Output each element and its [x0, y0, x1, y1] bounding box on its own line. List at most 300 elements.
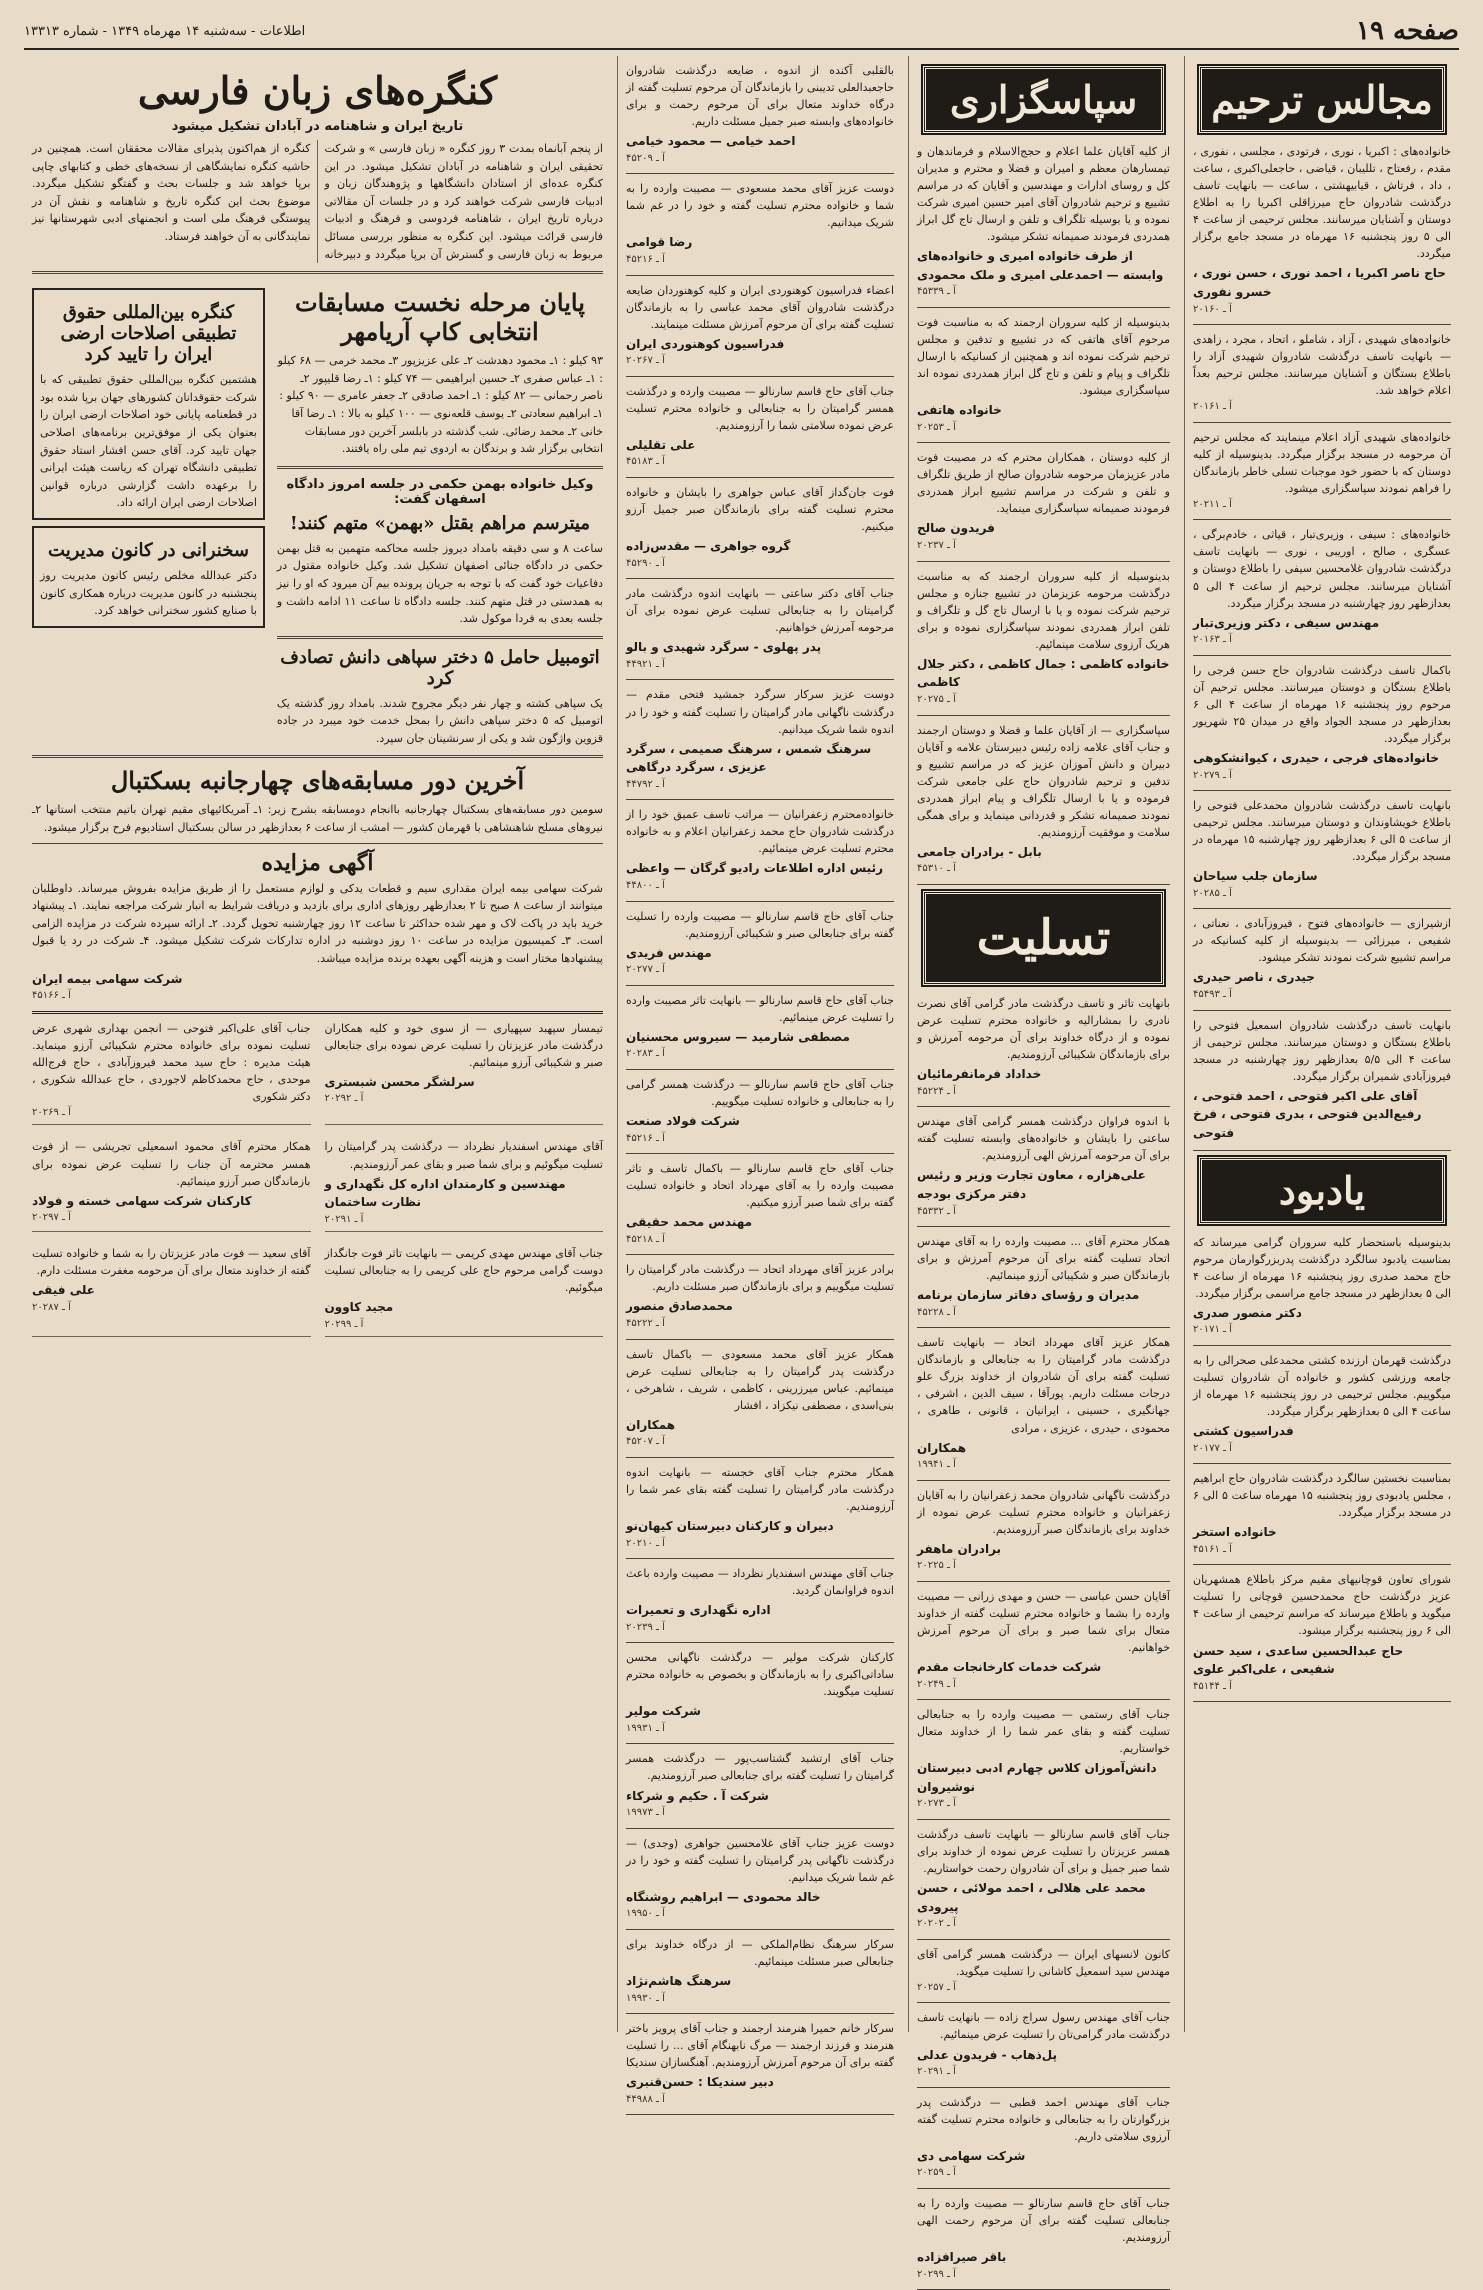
- notice-code: آ ـ ۴۵۲۱۸: [626, 1233, 665, 1245]
- notice-text: دوست عزیز آقای محمد مسعودی — مصیبت وارده را به شما و خانواده محترم تسلیت گفته و خود را در غم شما شریک میدانیم.: [626, 182, 894, 230]
- section-banner-taslit: تسلیت: [923, 891, 1164, 985]
- notice-code: آ ـ ۲۰۲۹۹: [324, 1318, 364, 1330]
- law-congress-title: کنگره بین‌المللی حقوق تطبیقی اصلاحات ارضی ایران را تایید کرد: [60, 302, 237, 366]
- notice-text: جناب آقای قاسم سارنالو — بانهایت تاسف درگذشت همسر عزیزتان را تسلیت عرض نموده از خداوند برای شما صبر جمیل و برای آن شادروان رحمت خواستاریم.: [917, 1827, 1170, 1876]
- notice-code: آ ـ ۲۰۲۹۱: [324, 1213, 364, 1225]
- notice-text: خانواده‌های : اکبریا ، نوری ، فرتودی ، مجلسی ، نفوری ، مقدم ، رفعتاح ، تللیبان ، قیاضی ، حاجعلی‌اکبری ، ساعت ، داد ، فرتاش ، قیابیهشتی ، ساعت — بانهایت تاسف درگذشت شادروان حاج میرزاقلی اکبریا را به اطلاع دوستان و آشنایان میرسانند. مجلس ترحیمی از ساعت ۴ الی ۵ روز پنجشنبه ۱۶ مهرماه در مسجد جامع برگزار میگردد.: [1193, 145, 1452, 261]
- notice-signature: سرهنگ هاشم‌نژاد: [626, 1973, 732, 1988]
- notice-signature: مصطفی شارمید — سیروس محسنیان: [626, 1029, 850, 1044]
- notice-text: همکار عزیز آقای مهرداد اتحاد — بانهایت تاسف درگذشت مادر گرامیتان را به جنابعالی و بازماندگان تسلیت گفته برای آن شادروان از خداوند بزرگ علو درجات مسئلت داریم. پورآقا ، سیف الدین ، اشرفی ، جهانگیری ، حسینی ، ایرانیان ، قانونی ، طاهری ، محمودی ، حیدری ، عزیزی ، مرادی: [917, 1336, 1170, 1435]
- notice-text: جناب آقای حاج قاسم سارنالو — مصیبت وارده را به جنابعالی تسلیت گفته برای آن مرحوم رحمت الهی آرزومندیم.: [917, 2196, 1170, 2244]
- notice: [1193, 429, 1451, 513]
- crash-body: یک سپاهی کشته و چهار نفر دیگر مجروح شدند. بامداد روز گذشته یک اتومبیل که ۵ دختر سپاهی دانش را بمحل خدمت خود میبرد در جاده قزوین واژگون شد و یکی از سرنشینان جان سپرد.: [276, 696, 603, 745]
- divider: [917, 1939, 1170, 1940]
- notice-signature: شرکت آ . حکیم و شرکاء: [626, 1788, 769, 1803]
- notice: [626, 585, 894, 672]
- divider: [917, 442, 1170, 443]
- notice-code: آ ـ ۲۰۲۷۷: [626, 964, 665, 976]
- notice-text: سرکار خانم حمیرا هنرمند ارجمند و جناب آقای پرویز باختر هنرمند و فرزند ارجمند — مرگ نابهنگام آقای ... را تسلیت گفته برای آن مرحوم آمرزش آرزومندیم. آهنگسازان سندیکا: [626, 2022, 894, 2070]
- divider: [626, 2114, 894, 2115]
- notice: [1193, 331, 1451, 415]
- divider: [626, 901, 894, 902]
- divider: [917, 2002, 1170, 2003]
- divider: [917, 715, 1170, 716]
- notice-signature: سرهنگ شمس ، سرهنگ صمیمی ، سرگرد عزیزی ، سرگرد درگاهی: [626, 741, 872, 775]
- notice: [917, 1946, 1170, 1996]
- notice-text: فوت جان‌گداز آقای عباس جواهری را بایشان و خانواده محترم تسلیت گفته برای بازماندگان صبر جمیل آرزو میکنیم.: [626, 485, 894, 534]
- divider: [917, 2087, 1170, 2088]
- notice-code: آ ـ ۱۹۹۳۱: [626, 1722, 665, 1734]
- divider: [1193, 1701, 1451, 1702]
- divider: [626, 376, 894, 377]
- notice-code: آ ـ ۴۵۲۱۶: [626, 1132, 665, 1144]
- section-banner-sepas: سپاسگزاری: [923, 66, 1164, 133]
- notice-text: خانواده‌های شهیدی ، آزاد ، شاملو ، اتحاد ، مجرد ، زاهدی — بانهایت تاسف درگذشت شادروان شهیدی آزاد را باطلاع بستگان و آشنایان میرسانند. مجلس ترحیم بعداً اعلام خواهد شد.: [1193, 333, 1451, 398]
- notice-code: آ ـ ۴۵۳۳۹: [917, 286, 956, 298]
- notice: [917, 2009, 1170, 2079]
- divider: [917, 1581, 1170, 1582]
- notice: [626, 686, 894, 792]
- divider: [1193, 1345, 1451, 1346]
- divider: [626, 275, 894, 276]
- notice: [626, 1565, 894, 1635]
- notice-text: بدینوسیله باستحضار کلیه سروران گرامی میرساند که بمناسبت یادبود سالگرد درگذشت پدربزرگوارمان مرحوم حاج محمد صدری روز پنجشنبه ۱۶ مهرماه از ساعت ۴ الی ۵ بعدازظهر در مسجد جامع مراسمی برگزار میگردد.: [1193, 1235, 1451, 1300]
- notice-code: آ ـ ۲۰۱۷۷: [1193, 1442, 1232, 1454]
- notice-text: دوست عزیز سرکار سرگرد جمشید فتحی مقدم — درگذشت ناگهانی مادر گرامیتان را تسلیت گفته و خود را در اندوه شما شریک میدانیم.: [626, 688, 894, 736]
- notice-code: آ ـ ۲۰۱۶۱: [1193, 401, 1232, 413]
- divider: [626, 1457, 894, 1458]
- speech-body: دکتر عبدالله مخلص رئیس کانون مدیریت روز پنجشنبه در کانون مدیریت درباره همکاری کانون با صنایع کشور سخنرانی خواهد کرد.: [40, 568, 257, 618]
- section-banner-tarhim: مجالس ترحیم: [1199, 66, 1445, 133]
- notice-code: آ ـ ۲۰۲۹۲: [324, 1093, 364, 1105]
- notice-text: درگذشت قهرمان ارزنده کشتی محمدعلی صحرالی را به جامعه ورزشی کشور و خانواده آن شادروان تسلیت میگوییم. مجلس ترحیمی در روز پنجشنبه ۱۶ مهرماه از ساعت ۴ الی ۵ بعدازظهر برگزار میگردد.: [1193, 1353, 1451, 1418]
- notice-text: جناب آقای مهندس رسول سراج زاده — بانهایت تاسف درگذشت مادر گرامی‌تان را تسلیت عرض مینمائیم.: [917, 2011, 1170, 2042]
- notice-text: بمناسبت نخستین سالگرد درگذشت شادروان حاج ابراهیم ، مجلس یادبودی روز پنجشنبه ۱۵ مهرماه ساعت ۵ الی ۶ در مسجد برگزار میگردد.: [1193, 1472, 1451, 1520]
- notice-text: بالقلبی آکنده از اندوه ، ضایعه درگذشت شادروان حاجعبدالعلی تدیبنی را بازماندگان آن مرحوم تسلیت گفته از درگاه خداوند متعال برای آن مرحوم رحمت و برای خانواده‌های وابسته صبر جمیل مسئلت داریم.: [626, 64, 894, 129]
- notice-code: آ ـ ۴۵۱۸۳: [626, 456, 665, 468]
- notice-code: آ ـ ۴۵۲۲۲: [626, 1318, 665, 1329]
- notice-text: برادر عزیز آقای مهرداد اتحاد — درگذشت مادر گرامیتان را تسلیت میگوییم و برای بازماندگان صبر مسئلت داریم.: [626, 1263, 894, 1294]
- notice: [626, 1936, 894, 2006]
- basketball-body: سومین دور مسابقه‌های بسکتبال چهارجانبه باانجام دومسابقه بشرح زیر: ۱ـ آمریکائیهای مقیم تهران باتیم منتخب استانها ۲ـ نیروهای مسلح شاهنشاهی با قهرمان کشور — امشب از ساعت ۶ بعدازظهر در سالن بسکتبال استادیوم فرح برگزار میشود.: [32, 803, 603, 835]
- divider: [626, 477, 894, 478]
- sports-block: [277, 282, 603, 747]
- notice-text: کانون لانسهای ایران — درگذشت همسر گرامی آقای مهندس سید اسمعیل کاشانی را تسلیت میگوید.: [917, 1947, 1170, 1978]
- notice: [1193, 1571, 1451, 1694]
- notice: [917, 314, 1170, 435]
- notice: [626, 992, 894, 1062]
- notice-signature: کارکنان شرکت سهامی خسته و فولاد: [32, 1193, 252, 1208]
- page-header: [24, 14, 1459, 50]
- notice-code: آ ـ ۲۰۲۵۳: [917, 421, 956, 433]
- notice: [626, 908, 894, 978]
- divider: [917, 1699, 1170, 1700]
- notice: [917, 1233, 1170, 1320]
- divider: [1193, 790, 1451, 791]
- side-block: [32, 282, 265, 747]
- divider: [626, 679, 894, 680]
- divider: [626, 985, 894, 986]
- notice: [917, 568, 1170, 708]
- divider: [626, 578, 894, 579]
- notice: [626, 1649, 894, 1736]
- notice-signature: رضا قوامی: [626, 235, 693, 250]
- notice-signature: فدراسیون کشتی: [1193, 1424, 1294, 1438]
- notice: [626, 383, 894, 470]
- notice: [1193, 1352, 1451, 1456]
- notice-list: [917, 143, 1170, 885]
- notice: [917, 995, 1170, 1099]
- notice-text: از کلیه دوستان ، همکاران محترم که در مصیبت فوت مادر عزیزمان مرحومه شادروان صالح از طریق تلگراف و تلفن و شرکت در مراسم تشییع ابراز همدردی فرمودند صمیمانه سپاسگزاری مینماید.: [917, 451, 1170, 516]
- notice: [626, 1835, 894, 1922]
- article-body: از پنجم آبانماه بمدت ۳ روز کنگره « زبان فارسی » و شرکت تحقیقی ایران و شاهنامه در آبادان تشکیل میشود. در این کنگره عده‌ای از استادان دانشگاهها و پژوهندگان زبان و ادبیات فارسی شرکت خواهند کرد و در جلسات آن مقالاتی درباره تاریخ ایران ، شاهنامه فردوسی و فرهنگ و ادبیات فارسی قرائت میشود. این کنگره به منظور بررسی مسائل مربوط به زبان فارسی و گسترش آن برپا میگردد و دبیرخانه کنگره از هم‌اکنون پذیرای مقالات محققان است. همچنین در حاشیه کنگره نمایشگاهی از نسخه‌های خطی و کتابهای چاپی برپا خواهد شد و جلسات بحث و گفتگو تشکیل میگردد. موضوع بحث این کنگره تاریخ و شاهنامه و نقش آن در پیوستگی فرهنگ ملی است و انجمنهای ادبی شهرستانها نیز نمایندگانی به آن خواهند فرستاد.: [32, 142, 603, 261]
- notice-text: جناب آقای حاج قاسم سارنالو — درگذشت همسر گرامی را به جنابعالی و خانواده تسلیت میگوییم.: [626, 1077, 894, 1108]
- notice-signature: جیدری ، ناصر حیدری: [1193, 970, 1315, 985]
- divider: [626, 1828, 894, 1829]
- notice: [626, 1346, 894, 1450]
- auction-code: آ ـ ۴۵۱۶۶: [32, 990, 71, 1002]
- law-congress-box: [32, 288, 265, 520]
- notice: [917, 449, 1170, 553]
- notice-code: آ ـ ۲۰۲۶۹: [32, 1106, 71, 1118]
- notice-code: آ ـ ۴۵۲۱۶: [626, 254, 665, 266]
- notice-list: [1193, 143, 1451, 1151]
- notice-signature: خانواده‌های فرجی ، حیدری ، کیوانشکوهی: [1193, 750, 1440, 765]
- notice-text: خانواده‌محترم زعفرانیان — مراتب تاسف عمیق خود را از درگذشت شادروان حاج محمد زعفرانیان اعلام و به خانواده محترم تسلیت عرض مینمائیم.: [626, 808, 894, 856]
- notice-text: شورای تعاون قوچانیهای مقیم مرکز باطلاع همشهریان عزیز درگذشت حاج محمدحسین قوچانی را تسلیت میگوید و باطلاع میرساند که مراسم ترحیمی از ساعت ۴ الی ۶ روز پنجشنبه برگزار میشود.: [1193, 1573, 1451, 1638]
- notice-signature: آقای علی اکبر فتوحی ، احمد فتوحی ، رفیع‌الدین فتوحی ، بدری فتوحی ، فرخ فتوحی: [1193, 1088, 1422, 1140]
- page-number: صفحه ۱۹: [1356, 16, 1459, 46]
- notice: [325, 1020, 604, 1126]
- notice-signature: سازمان جلب سیاحان: [1193, 869, 1318, 884]
- notice-code: آ ـ ۲۰۲۵۹: [917, 2167, 956, 2179]
- notice-text: همکار محترم آقای ... مصیبت وارده را به آقای مهندس اتحاد تسلیت گفته برای آن مرحوم آمرزش و برای بازماندگان صبر و شکیبائی آرزو مینمائیم.: [917, 1235, 1170, 1283]
- notice-text: جناب آقای حاج قاسم سارنالو — بانهایت تاثر مصیبت وارده را تسلیت عرض مینمائیم.: [626, 993, 894, 1024]
- notice-signature: از طرف خانواده امیری و خانواده‌های وابسته — احمدعلی امیری و ملک محمودی: [917, 249, 1164, 282]
- notice: [1193, 915, 1451, 1002]
- divider: [626, 1558, 894, 1559]
- article-title: کنگره‌های زبان فارسی: [137, 68, 498, 113]
- notice-signature: دکتر منصور صدری: [1193, 1305, 1302, 1320]
- notice-code: آ ـ ۲۰۲۳۹: [626, 1621, 665, 1633]
- notice: [32, 1138, 311, 1232]
- notice-code: آ ـ ۲۰۲۴۹: [917, 1678, 956, 1690]
- notice: [626, 62, 894, 166]
- notice-text: بانهایت تاثر و تاسف درگذشت مادر گرامی آقای نصرت نادری را بمشارالیه و خانواده محترم تسلیت عرض نموده و از درگاه خداوند برای آن مرحومه آمرزش و برای بازماندگان شکیبائی آرزومندیم.: [917, 996, 1170, 1062]
- notice: [917, 1588, 1170, 1692]
- column-sepasgozari: [908, 56, 1178, 2280]
- notice-text: سپاسگزاری — از آقایان علما و فضلا و دوستان ارجمند و جناب آقای علامه زاده رئیس دبیرستان علامه و آقایان دبیران و دانش آموزان عزیز که در مراسم تشییع و تدفین و ترحیم شادروان حاج علی جامعی شرکت فرموده و یا با ارسال تلگراف و پیام ابراز همدردی نمودند صمیمانه تشکر و قدردانی مینماید و برای همگی سلامت و موفقیت آرزومندیم.: [917, 723, 1170, 839]
- notice-text: جناب آقای حاج قاسم سارنالو — باکمال تاسف و تاثر مصیبت وارده را به آقای مهرداد اتحاد و خانواده تسلیت گفته برای شما صبر آرزو میکنیم.: [626, 1162, 894, 1210]
- divider: [917, 1480, 1170, 1481]
- notice-text: همکار عزیز آقای محمد مسعودی — باکمال تاسف درگذشت پدر گرامیتان را به جنابعالی تسلیت عرض مینمائیم. عباس میرزرینی ، کاظمی ، شریف ، شاهرخی ، بنی‌اسدی ، مصطفی نیکزاد ، افشار: [626, 1347, 894, 1412]
- notice: [1193, 143, 1451, 317]
- notice: [626, 2020, 894, 2107]
- divider: [917, 1226, 1170, 1227]
- notice-text: تیمسار سپهبد سپهیاری — از سوی خود و کلیه همکاران درگذشت مادر عزیزتان را تسلیت عرض نموده برای جنابعالی صبر و شکیبائی آرزو مینمائیم.: [324, 1021, 603, 1069]
- notice-code: آ ـ ۴۵۱۴۴: [1193, 1680, 1232, 1692]
- notice-text: درگذشت ناگهانی شادروان محمد زعفرانیان را به آقایان زعفرانیان و خانواده محترم تسلیت عرض نموده از خداوند برای بازماندگان صبر آرزومندیم.: [917, 1488, 1170, 1536]
- notice-signature: مدیران و رؤسای دفاتر سازمان برنامه: [917, 1288, 1140, 1303]
- divider: [626, 2013, 894, 2014]
- notice-signature: مهندس سیفی ، دکتر وزیری‌تبار: [1193, 615, 1380, 630]
- divider: [1193, 324, 1451, 325]
- divider: [626, 1069, 894, 1070]
- notice: [917, 1826, 1170, 1932]
- notice-signature: علی تقلیلی: [626, 437, 696, 452]
- notice-signature: باقر صیرافزاده: [917, 2249, 1007, 2264]
- notice: [626, 180, 894, 267]
- speech-title: سخنرانی در کانون مدیریت: [48, 539, 249, 561]
- notice-signature: فدراسیون کوهنوردی ایران: [626, 336, 785, 351]
- notice-code: آ ـ ۴۵۳۱۰: [917, 863, 956, 875]
- notice-text: بدینوسیله از کلیه سروران ارجمند که به مناسبت درگذشت مرحومه عزیزمان در تشییع جنازه و مجلس ترحیم شرکت نموده و یا با ارسال تاج گل و تلگراف و تلفن ابراز همدردی نمودند سپاسگزاری نموده و برای هریک آرزوی سلامت مینمائیم.: [917, 569, 1170, 651]
- notice: [1193, 1234, 1451, 1338]
- divider: [1193, 1150, 1451, 1151]
- notice-text: جناب آقای مهندس مهدی کریمی — بانهایت تاثر فوت جانگداز دوست گرامی مرحوم حاج علی کریمی را به جنابعالی تسلیت میگوئیم.: [324, 1247, 603, 1295]
- notice: [325, 1245, 604, 1337]
- notice-signature: احمد خیامی — محمود خیامی: [626, 134, 796, 149]
- notice-signature: علی فیقی: [32, 1283, 95, 1298]
- notice-code: آ ـ ۴۴۸۰۰: [626, 880, 665, 892]
- divider: [917, 2188, 1170, 2189]
- notice: [626, 1750, 894, 1820]
- notice-code: آ ـ ۲۰۲۱۱: [1193, 498, 1232, 510]
- notice-code: آ ـ ۲۰۱۷۱: [1193, 1324, 1232, 1336]
- column-taslit-continued: [617, 56, 902, 2105]
- notice-text: آقای مهندس اسفندیار نظرداد — درگذشت پدر گرامیتان را تسلیت میگوئیم و برای شما صبر و بقای عمر آرزومندیم.: [324, 1140, 603, 1171]
- notice-code: آ ـ ۴۴۹۲۱: [626, 658, 665, 670]
- notice-text: جناب آقای حاج قاسم سارنالو — مصیبت وارده و درگذشت همسر گرامیتان را به جنابعالی و خانواده محترم تسلیت عرض نموده سلامتی شما را آرزومندیم.: [626, 384, 894, 432]
- notice-code: آ ـ ۴۵۲۲۸: [917, 1306, 956, 1318]
- divider: [626, 799, 894, 800]
- notice: [917, 1113, 1170, 1219]
- divider: [1193, 519, 1451, 520]
- notice-code: آ ـ ۱۹۹۵۰: [626, 1908, 665, 1920]
- notice-code: آ ـ ۲۰۲۳۷: [917, 540, 956, 552]
- notice: [1193, 797, 1451, 901]
- notice: [626, 282, 894, 369]
- notice-signature: خداداد فرمانفرمائیان: [917, 1067, 1042, 1082]
- race-title: پایان مرحله نخست مسابقات انتخابی کاپ آریامهر: [295, 288, 585, 347]
- notice: [32, 1020, 311, 1126]
- notice-list: [626, 62, 894, 2115]
- notice-code: آ ـ ۲۰۲۹۷: [32, 1212, 71, 1224]
- notice: [1193, 526, 1451, 647]
- notice-signature: شرکت مولیر: [626, 1704, 701, 1719]
- divider: [626, 1254, 894, 1255]
- notice-signature: رئیس اداره اطلاعات رادیو گرگان — واعظی: [626, 861, 883, 876]
- notice: [626, 1160, 894, 1247]
- notice-code: آ ـ ۴۵۲۹۰: [626, 557, 665, 569]
- notice-signature: سرلشگر محسن شبستری: [324, 1074, 475, 1089]
- notice-code: آ ـ ۱۹۹۳۰: [626, 1992, 665, 2004]
- notice-signature: خانواده هاتفی: [917, 403, 1002, 418]
- notice-code: آ ـ ۲۰۲۹۱: [917, 2066, 956, 2078]
- notice-text: باکمال تاسف درگذشت شادروان حاج حسن فرجی را باطلاع بستگان و دوستان میرسانند. مجلس ترحیم آن مرحوم روز پنجشنبه ۱۶ مهرماه از ساعت ۴ الی ۶ بعدازظهر در مسجد الجواد واقع در میدان ۲۵ شهریور برگزار میگردد.: [1193, 663, 1452, 745]
- divider: [917, 1327, 1170, 1328]
- notice-code: آ ـ ۴۵۲۰۷: [626, 1436, 665, 1448]
- notice-code: آ ـ ۲۰۲۲۵: [917, 1560, 956, 1572]
- auction-body: شرکت سهامی بیمه ایران مقداری سیم و قطعات یدکی و لوازم مستعمل را از طریق مزایده بفروش میرساند. داوطلبان میتوانند از ساعت ۸ صبح تا ۲ بعدازظهر روزهای اداری برای بازدید و دریافت شرایط به انبار شرکت مراجعه نمایند. ۱ـ پیشنهاد خرید باید در پاکت لاک و مهر شده حداکثر تا ساعت ۱۲ روز چهارشنبه تحویل گردد. ۲ـ ارائه سپرده شرکت در مزایده الزامی است. ۳ـ کمیسیون مزایده در ساعت ۱۰ روز دوشنبه در اداره تدارکات شرکت تشکیل میشود. ۴ـ شرکت در رد یا قبول پیشنهادها مختار است و هزینه آگهی بعهده برنده مزایده میباشد.: [32, 881, 603, 966]
- notice-text: جناب آقای رستمی — مصیبت وارده را به جنابعالی تسلیت گفته و بقای عمر شما را از خداوند متعال خواستاریم.: [917, 1708, 1170, 1756]
- speech-box: [32, 526, 265, 628]
- notice: [917, 143, 1170, 300]
- divider: [1193, 422, 1451, 423]
- notice-signature: مجید کاوون: [324, 1300, 394, 1315]
- notice-text: جناب آقای حاج قاسم سارنالو — مصیبت وارده را تسلیت گفته برای جنابعالی صبر و شکیبائی آرزومندیم.: [626, 909, 894, 940]
- notice: [917, 2094, 1170, 2181]
- notice-code: آ ـ ۴۵۲۲۴: [917, 1085, 956, 1097]
- column-news: [24, 56, 611, 2032]
- notice-signature: شرکت فولاد صنعت: [626, 1113, 740, 1128]
- notice-text: بانهایت تاسف درگذشت شادروان اسمعیل فتوحی را باطلاع بستگان و دوستان میرسانند. مجلس ترحیمی از ساعت ۴ الی ۵/۵ بعدازظهر روز چهارشنبه در مسجد فیروزآبادی شمیران برگزار میگردد.: [1193, 1018, 1451, 1083]
- notice-code: آ ـ ۱۹۹۷۳: [626, 1807, 665, 1819]
- notice-signature: دبیران و کارکنان دبیرستان کیهان‌نو: [626, 1518, 834, 1533]
- notice: [917, 1334, 1170, 1472]
- divider: [1193, 1463, 1451, 1464]
- notice-signature: خانواده کاظمی : جمال کاظمی ، دکتر جلال کاظمی: [917, 656, 1170, 690]
- notice-code: آ ـ ۲۰۲۷۳: [917, 1798, 956, 1810]
- divider: [626, 1929, 894, 1930]
- notice-code: آ ـ ۴۵۲۰۹: [626, 152, 665, 164]
- notice-text: جناب آقای علی‌اکبر فتوحی — انجمن بهداری شهری عرض تسلیت نموده برای خانواده محترم شکیبائی آرزو مینماید. هیئت مدیره : حاج سید محمد فیروزآبادی ، حاج فرج‌الله موحدی ، حاج محمدکاظم لاجوردی ، حاج عبدالله شکوری ، دکتر شکوری: [32, 1021, 311, 1103]
- notice: [626, 806, 894, 893]
- notice-code: آ ـ ۲۰۲۷۵: [917, 694, 956, 705]
- basketball-headline: آخرین دور مسابقه‌های چهارجانبه بسکتبال: [110, 766, 525, 796]
- lawyer-body: ساعت ۸ و سی دقیقه بامداد دیروز جلسه محاکمه متهمین به قتل بهمن حکمی در دادگاه جنائی اصفهان تشکیل شد. وکیل خانواده مقتول در دفاعیات خود گفت که با توجه به جریان پرونده بیم آن میرود که او را نیز به همدستی در قتل متهم کنند. جلسه دادگاه تا ساعت ۱۱ ادامه داشت و جلسه بعدی به فردا موکول شد.: [276, 541, 603, 626]
- column-majales-tarhim: [1184, 56, 1459, 2032]
- notice-text: از کلیه آقایان علما اعلام و حجج‌الاسلام و فرماندهان و تیمسارهان معظم و امیران و فضلا و محترم و مدیران کل و روسای ادارات و مهندسین و آقایان که در مراسم تشییع و ترحیم شادروان آقای امیر حسین امیری شرکت نموده و یا بوسیله تلگراف و تلفن و ارسال تاج گل ابراز همدردی فرمودند صمیمانه تشکر میشود.: [917, 145, 1170, 244]
- notice: [325, 1138, 604, 1232]
- notice-text: ازشیرازی — خانواده‌های فتوح ، فیروزآبادی ، نعناتی ، شفیعی ، میرزائی — بدینوسیله از کلیه کسانیکه در مراسم تشییع شرکت نمودند تشکر میشود.: [1193, 917, 1451, 965]
- divider: [1193, 908, 1451, 909]
- section-banner-yadbud: یادبود: [1199, 1157, 1445, 1224]
- notice-text: آقایان حسن عباسی — حسن و مهدی زرانی — مصیبت وارده را بشما و خانواده محترم تسلیت گفته از خداوند متعال برای شما صبر و برای آن مرحوم آمرزش خواهانیم.: [917, 1589, 1170, 1655]
- notice-code: آ ـ ۴۵۳۳۲: [917, 1205, 956, 1217]
- divider: [1193, 655, 1451, 656]
- notice-text: همکار محترم جناب آقای خجسته — بانهایت اندوه درگذشت مادر گرامیتان را تسلیت گفته بقای عمر شما را آرزومندیم.: [626, 1465, 894, 1513]
- notice: [1193, 1017, 1451, 1143]
- notice-signature: خالد محمودی — ابراهیم روشنگاه: [626, 1889, 821, 1904]
- notice-text: خانواده‌های : سیفی ، وزیری‌تبار ، قیاثی ، خادم‌برگی ، عسگری ، صالح ، اوریبی ، نوری — بانهایت تاسف درگذشت شادروان غلامحسین سیفی را باطلاع دوستان و آشنایان میرسانند. مجلس ترحیم از ساعت ۴ الی ۵ بعدازظهر روز چهارشنبه در مسجد برگزار میگردد.: [1193, 528, 1451, 610]
- notice-text: بانهایت تاسف درگذشت شادروان محمدعلی فتوحی را باطلاع خویشاوندان و دوستان میرسانند. مجلس ترحیمی از ساعت ۵ الی ۶ بعدازظهر روز چهارشنبه ۱۵ مهرماه در مسجد برگزار میگردد.: [1193, 799, 1451, 864]
- notice-text: جناب آقای ارتشبد گشتاسب‌پور — درگذشت همسر گرامیتان را تسلیت گفته برای جنابعالی صبر آرزومندیم.: [626, 1752, 894, 1783]
- notice-signature: محمد علی هلالی ، احمد مولائی ، حسن پیرودی: [917, 1881, 1146, 1914]
- notice-text: جناب آقای دکتر ساعتی — بانهایت اندوه درگذشت مادر گرامیتان را به جنابعالی تسلیت عرض نموده برای آن مرحومه آمرزش خواهانیم.: [626, 587, 894, 635]
- divider: [917, 1106, 1170, 1107]
- notice-signature: فریدون صالح: [917, 521, 995, 536]
- bottom-notice-grid: [32, 1011, 603, 1345]
- auction-title: آگهی مزایده: [261, 849, 374, 876]
- notice-code: آ ـ ۲۰۱۶۰: [1193, 303, 1232, 315]
- notice-code: آ ـ ۲۰۲۸۵: [1193, 887, 1232, 899]
- notice-text: خانواده‌های شهیدی آزاد اعلام مینمایند که مجلس ترحیم آن مرحومه در مسجد برگزار میگردد. بدینوسیله از کلیه دوستان که با حضور خود موجبات تسلی خاطر بازماندگان را فراهم نمودند سپاسگزاری میشود.: [1193, 430, 1451, 495]
- divider: [917, 561, 1170, 562]
- notice-signature: شرکت سهامی دی: [917, 2148, 1026, 2163]
- notice-code: آ ـ ۲۰۲۰۲: [917, 1918, 956, 1930]
- notice-code: آ ـ ۲۰۲۸۷: [32, 1301, 71, 1313]
- notice-code: آ ـ ۴۵۱۶۱: [1193, 1543, 1232, 1555]
- notice-text: با اندوه فراوان درگذشت همسر گرامی آقای مهندس ساعتی را بایشان و خانواده‌های وابسته تسلیت گفته برای آن مرحومه آمرزش الهی آرزومندیم.: [917, 1115, 1170, 1163]
- race-results: ۹۳ کیلو : ۱ـ محمود دهدشت ۲ـ علی عزیزپور ۳ـ محمد خرمی — ۶۸ کیلو : ۱ـ عباس صفری ۲ـ حسین ابراهیمی — ۷۴ کیلو : ۱ـ رضا قلیپور ۲ـ ناصر رحمانی — ۸۲ کیلو : ۱ـ احمد صادقی ۲ـ جعفر عامری — ۹۰ کیلو : ۱ـ ابراهیم سعادتی ۲ـ یوسف قلعه‌نوی — ۱۰۰ کیلو به بالا : ۱ـ رضا آقا خانی ۲ـ محمد رضائی. شب گذشته در بابلسر آخرین دور مسابقات انتخابی برگزار شد و برندگان به اردوی تیم ملی راه یافتند.: [277, 354, 603, 456]
- notice-signature: دانش‌آموزان کلاس چهارم ادبی دبیرستان نوشیروان: [917, 1761, 1157, 1794]
- masthead: اطلاعات - سه‌شنبه ۱۴ مهرماه ۱۳۴۹ - شماره ۱۳۳۱۳: [24, 23, 306, 39]
- notice: [626, 1076, 894, 1146]
- notice-signature: بابل - برادران جامعی: [917, 844, 1042, 859]
- notice-code: آ ـ ۲۰۲۵۷: [917, 1981, 956, 1993]
- notice: [626, 484, 894, 571]
- news-row: [32, 282, 603, 747]
- notice-code: آ ـ ۲۰۲۷۹: [1193, 769, 1232, 781]
- notice-text: جناب آقای مهندس احمد قطبی — درگذشت پدر بزرگوارتان را به جنابعالی و خانواده محترم تسلیت گفته آرزوی سلامتی داریم.: [917, 2095, 1170, 2143]
- notice-code: آ ـ ۲۰۱۶۳: [1193, 634, 1232, 646]
- law-congress-body: هشتمین کنگره بین‌المللی حقوق تطبیقی که با شرکت حقوقدانان کشورهای جهان برپا شده بود در قطعنامه پایانی خود اصلاحات ارضی ایران را بعنوان یکی از موفق‌ترین برنامه‌های اصلاحی جهان تایید کرد. آقای حسن افشار استاد حقوق تطبیقی دانشگاه تهران که ریاست هیئت ایرانی را برعهده داشت گزارشی درباره قوانین اصلاحات ارضی ایران ارائه داد.: [40, 373, 257, 510]
- notice-code: آ ـ ۴۵۴۹۳: [1193, 989, 1232, 1001]
- notice-signature: حاج عبدالحسین ساعدی ، سید حسن شفیعی ، علی‌اکبر علوی: [1193, 1643, 1404, 1677]
- lawyer-headline: میترسم مراهم بقتل «بهمن» متهم کنند!: [289, 512, 591, 534]
- notice: [917, 2195, 1170, 2282]
- notice-text: همکار محترم آقای محمود اسمعیلی تجریشی — از فوت همسر محترمه آن جناب را تسلیت عرض نموده برای بازماندگان صبر آرزو مینمائیم.: [32, 1140, 311, 1188]
- notice-signature: شرکت خدمات کارخانجات مقدم: [917, 1660, 1102, 1675]
- notice-text: سرکار سرهنگ نظام‌الملکی — از درگاه خداوند برای جنابعالی صبر مسئلت مینمائیم.: [626, 1937, 894, 1968]
- auction-signature: شرکت سهامی بیمه ایران: [32, 971, 183, 986]
- notice-code: آ ـ ۴۴۷۹۲: [626, 778, 665, 790]
- notice-text: جناب آقای مهندس اسفندیار نظرداد — مصیبت وارده باعث اندوه فراوانمان گردید.: [626, 1567, 894, 1598]
- notice-list: [917, 995, 1170, 2290]
- notice-signature: مهندسین و کارمندان اداره کل نگهداری و نظارت ساختمان: [324, 1176, 566, 1210]
- notice-code: آ ـ ۴۴۹۸۸: [626, 2093, 665, 2105]
- crash-headline: اتومبیل حامل ۵ دختر سپاهی دانش تصادف کرد: [280, 646, 600, 689]
- article-subtitle: تاریخ ایران و شاهنامه در آبادان تشکیل میشود: [171, 119, 464, 134]
- notice-signature: همکاران: [917, 1440, 967, 1455]
- notice-signature: خانواده استخر: [1193, 1525, 1277, 1540]
- notice-code: آ ـ ۲۰۲۱۰: [626, 1537, 665, 1549]
- notice-signature: حاج ناصر اکبریا ، احمد نوری ، حسن نوری ، خسرو نفوری: [1193, 266, 1446, 299]
- auction-signature-block: [32, 970, 603, 1004]
- notice: [626, 1261, 894, 1331]
- notice-code: آ ـ ۲۰۲۸۳: [626, 1048, 665, 1060]
- notice-text: کارکنان شرکت مولیر — درگذشت ناگهانی محسن ساداتی‌اکبری را به بازماندگان و بخصوص به خانواده محترم تسلیت میگویند.: [626, 1651, 894, 1699]
- divider: [917, 884, 1170, 885]
- divider: [626, 1153, 894, 1154]
- notice-signature: پل‌ذهاب - فریدون عدلی: [917, 2047, 1058, 2062]
- notice-signature: همکاران: [626, 1417, 676, 1432]
- divider: [1193, 1564, 1451, 1565]
- notice-list: [1193, 1234, 1451, 1703]
- notice: [1193, 1470, 1451, 1557]
- notice: [917, 722, 1170, 877]
- divider: [626, 173, 894, 174]
- notice-signature: گروه جواهری — مقدس‌زاده: [626, 539, 791, 554]
- notice: [32, 1245, 311, 1337]
- notice-code: آ ـ ۱۹۹۴۱: [917, 1459, 956, 1471]
- notice-text: اعضاء فدراسیون کوهنوردی ایران و کلیه کوهنوردان ضایعه درگذشت شادروان آقای محمد عباسی را به بازماندگان تسلیت گفته برای آن مرحوم آمرزش مسئلت مینمایند.: [626, 283, 894, 331]
- notice-code: آ ـ ۲۰۲۹۹: [917, 2268, 956, 2280]
- notice-text: آقای سعید — فوت مادر عزیزتان را به شما و خانواده تسلیت گفته از خداوند متعال برای آن مرحومه مغفرت مسئلت دارم.: [32, 1247, 311, 1278]
- notice: [626, 1464, 894, 1551]
- notice-text: بدینوسیله از کلیه سروران ارجمند که به مناسبت فوت مرحوم آقای هاتفی که در تشییع و تدفین و مجلس ترحیم شرکت نموده اند و همچنین از کسانیکه با ارسال تلگراف و پیام و تلفن و تاج گل ابراز همدردی نموده اند سپاسگزاری میشود.: [917, 315, 1170, 398]
- notice-signature: علی‌هزاره ، معاون تجارت وزیر و رئیس دفتر مرکزی بودجه: [917, 1168, 1146, 1201]
- divider: [626, 1743, 894, 1744]
- notice-signature: مهندس محمد حقیقی: [626, 1215, 753, 1230]
- lawyer-title: وکیل خانواده بهمن حکمی در جلسه امروز دادگاه اسفهان گفت:: [286, 476, 594, 507]
- divider: [917, 307, 1170, 308]
- notice: [917, 1487, 1170, 1574]
- divider: [1193, 1010, 1451, 1011]
- notice: [917, 1706, 1170, 1812]
- notice: [1193, 662, 1451, 783]
